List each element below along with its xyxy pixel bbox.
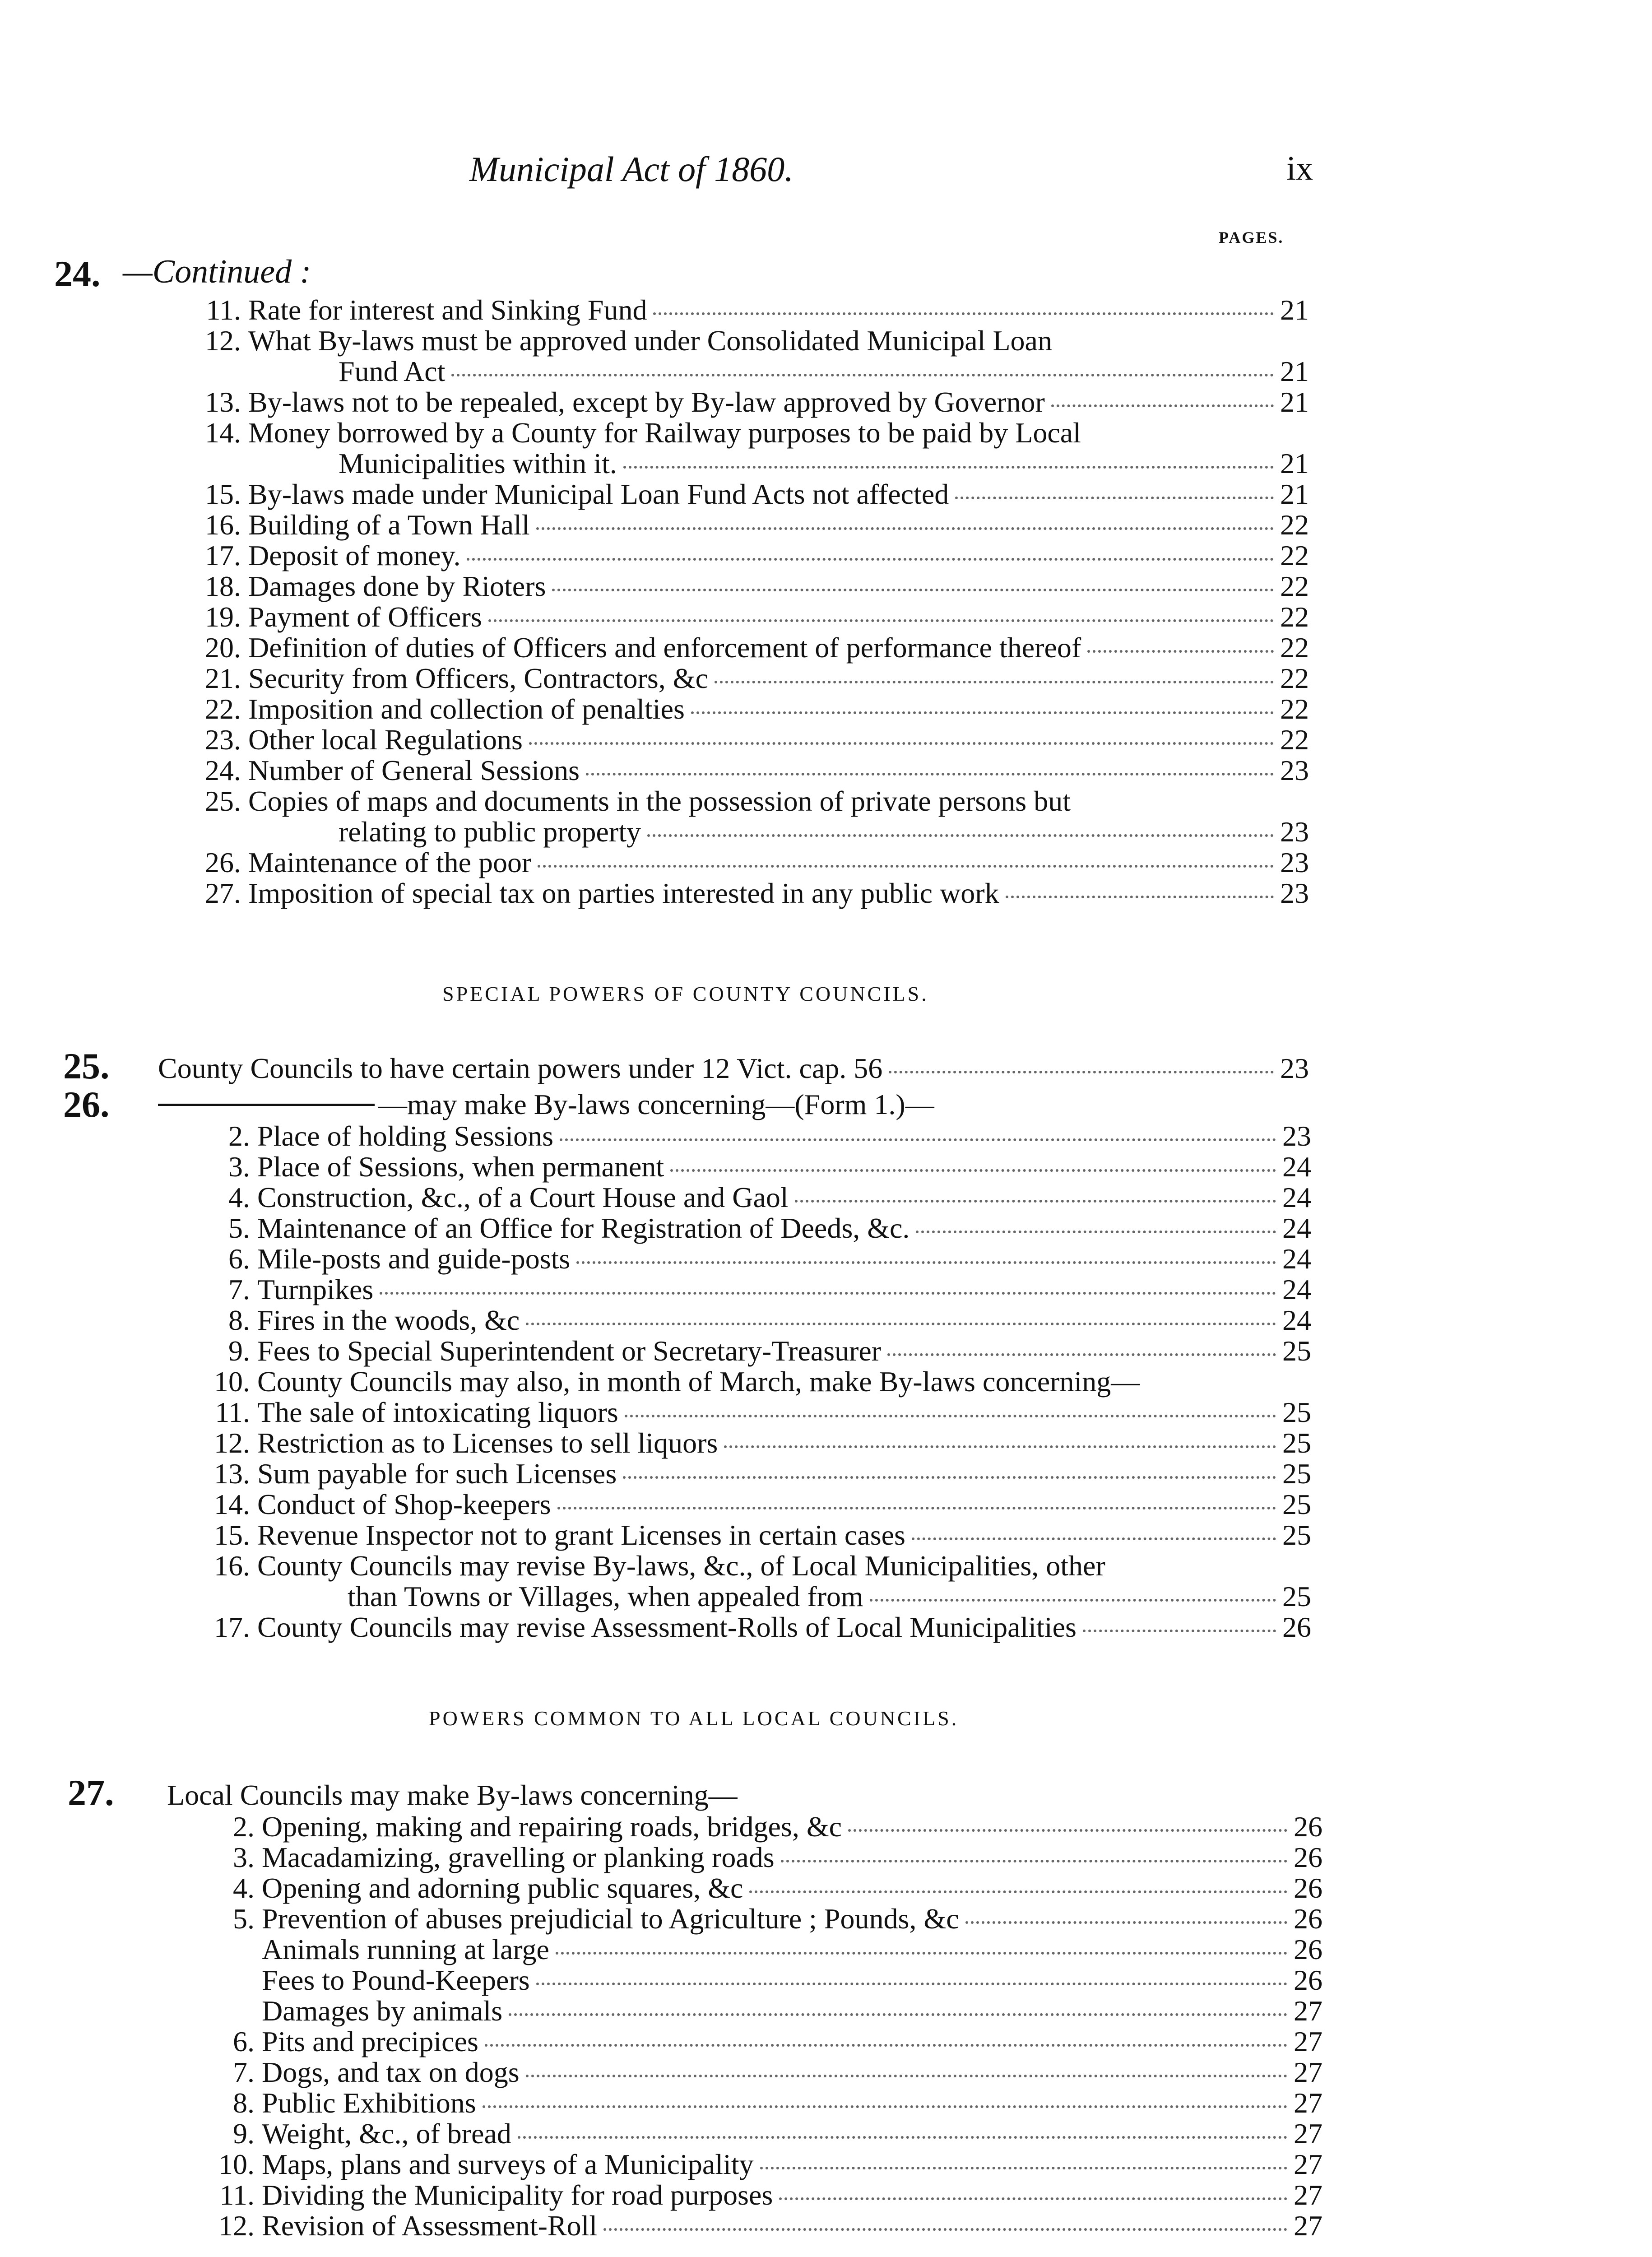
section-27-text: Local Councils may make By-laws concerning— xyxy=(167,1779,738,1811)
entry-page: 25 xyxy=(1282,1458,1311,1490)
entry-number: 23. xyxy=(205,724,241,756)
leader-dots xyxy=(380,1292,1276,1295)
section-24-continued: —Continued : xyxy=(123,253,311,290)
entry-page: 24 xyxy=(1282,1212,1311,1244)
leader-dots xyxy=(691,711,1274,714)
entry-number: 17. xyxy=(214,1611,250,1643)
toc-entry xyxy=(228,1212,1311,1244)
toc-entry xyxy=(205,877,1309,909)
toc-entry xyxy=(205,662,1309,694)
toc-entry xyxy=(214,1488,1311,1520)
toc-entry xyxy=(205,785,1309,817)
leader-dots xyxy=(603,2228,1287,2231)
section-25-page: 23 xyxy=(1280,1052,1309,1084)
entry-page: 26 xyxy=(1294,1811,1323,1843)
leader-dots xyxy=(1083,1630,1276,1632)
leader-dots xyxy=(715,681,1274,683)
toc-entry xyxy=(205,754,1309,786)
entry-page: 22 xyxy=(1280,539,1309,571)
toc-entry xyxy=(205,539,1309,571)
entry-text: Restriction as to Licenses to sell liquors xyxy=(257,1427,718,1459)
entry-text: Building of a Town Hall xyxy=(248,509,530,541)
entry-number: 24. xyxy=(205,754,241,786)
section-25-text: County Councils to have certain powers under 12 Vict. cap. 56 xyxy=(158,1052,883,1084)
entry-text: Opening, making and repairing roads, bridges, &c xyxy=(262,1811,842,1843)
entry-text: Conduct of Shop-keepers xyxy=(257,1488,551,1520)
entry-page: 23 xyxy=(1280,846,1309,878)
entry-number: 11. xyxy=(215,1396,250,1428)
entry-page: 27 xyxy=(1294,1995,1323,2027)
toc-entry xyxy=(233,2025,1323,2057)
entry-number: 7. xyxy=(233,2056,255,2088)
leader-dots xyxy=(795,1200,1276,1203)
entry-page: 24 xyxy=(1282,1304,1311,1336)
leader-dots xyxy=(467,558,1274,561)
entry-text: Fees to Special Superintendent or Secretary-Treasurer xyxy=(257,1335,882,1367)
entry-text: Other local Regulations xyxy=(248,724,523,756)
leader-dots xyxy=(509,2013,1287,2016)
leader-dots xyxy=(538,865,1274,868)
leader-dots xyxy=(586,773,1274,776)
entry-number: 2. xyxy=(228,1120,250,1152)
entry-number: 12. xyxy=(218,2210,255,2242)
entry-text: Dogs, and tax on dogs xyxy=(262,2056,520,2088)
entry-page: 23 xyxy=(1280,877,1309,909)
entry-number: 6. xyxy=(228,1243,250,1275)
entry-number: 18. xyxy=(205,570,241,602)
entry-text: Public Exhibitions xyxy=(262,2087,476,2119)
leader-dots xyxy=(556,1952,1287,1955)
entry-text: Imposition and collection of penalties xyxy=(248,693,685,725)
entry-text: Macadamizing, gravelling or planking roads xyxy=(262,1841,775,1873)
entry-text: By-laws made under Municipal Loan Fund Acts not affected xyxy=(248,478,949,510)
leader-dots xyxy=(488,619,1274,622)
toc-entry xyxy=(214,1365,1311,1398)
leader-dots xyxy=(518,2136,1287,2139)
leader-dots xyxy=(557,1507,1276,1509)
entry-number: 17. xyxy=(205,539,241,571)
entry-text: Imposition of special tax on parties interested in any public work xyxy=(248,877,999,909)
entry-page: 24 xyxy=(1282,1151,1311,1183)
entry-page: 26 xyxy=(1294,1964,1323,1996)
entry-number: 25. xyxy=(205,785,241,817)
leader-dots xyxy=(623,1476,1276,1479)
entry-text: Turnpikes xyxy=(257,1273,374,1305)
toc-entry xyxy=(233,2117,1323,2150)
leader-dots xyxy=(760,2167,1287,2169)
entry-page: 27 xyxy=(1294,2025,1323,2057)
toc-entry xyxy=(205,692,1309,725)
section-25-number: 25. xyxy=(63,1045,110,1087)
entry-page: 22 xyxy=(1280,601,1309,633)
entry-number: 6. xyxy=(233,2025,255,2057)
entry-page: 25 xyxy=(1282,1335,1311,1367)
entry-number: 10. xyxy=(214,1365,250,1398)
entry-text-cont: than Towns or Villages, when appealed from xyxy=(348,1580,863,1612)
entry-text: Rate for interest and Sinking Fund xyxy=(248,294,647,326)
entry-number: 13. xyxy=(205,386,241,418)
section-26-number: 26. xyxy=(63,1084,110,1125)
entry-number: 20. xyxy=(205,632,241,664)
toc-entry xyxy=(228,1181,1311,1213)
toc-entry xyxy=(205,570,1309,602)
entry-text: Prevention of abuses prejudicial to Agriculture ; Pounds, &c xyxy=(262,1903,959,1935)
entry-text: Place of holding Sessions xyxy=(257,1120,553,1152)
leader-dots xyxy=(536,1983,1287,1985)
entry-page: 22 xyxy=(1280,632,1309,664)
entry-number: 19. xyxy=(205,601,241,633)
toc-entry xyxy=(262,1933,1323,1964)
entry-text: Construction, &c., of a Court House and Gaol xyxy=(257,1181,789,1213)
leader-dots xyxy=(451,374,1274,376)
section-26-text: —may make By-laws concerning—(Form 1.)— xyxy=(378,1088,934,1120)
entry-page: 22 xyxy=(1280,509,1309,541)
leader-dots xyxy=(483,2105,1287,2108)
toc-entry xyxy=(262,1994,1323,2026)
entry-text: Revision of Assessment-Roll xyxy=(262,2210,598,2242)
section-24-number: 24. xyxy=(54,253,101,294)
entry-page: 23 xyxy=(1280,754,1309,786)
entry-number: 7. xyxy=(228,1273,250,1305)
entry-number: 27. xyxy=(205,877,241,909)
toc-entry xyxy=(233,2056,1323,2088)
toc-entry xyxy=(233,1872,1323,1904)
toc-entry xyxy=(215,1396,1311,1428)
entry-page: 22 xyxy=(1280,570,1309,602)
entry-page: 24 xyxy=(1282,1273,1311,1305)
entry-page: 21 xyxy=(1280,447,1309,479)
entry-page: 25 xyxy=(1282,1396,1311,1428)
leader-dots xyxy=(887,1353,1276,1356)
entry-text: County Councils may revise By-laws, &c., of Local Municipalities, other xyxy=(257,1550,1105,1582)
toc-entry-continuation xyxy=(339,815,1309,847)
toc-entry xyxy=(228,1273,1311,1305)
entry-page: 27 xyxy=(1294,2118,1323,2150)
pages-column-label: PAGES. xyxy=(1219,228,1284,246)
toc-entry xyxy=(262,1964,1323,1995)
entry-text: Animals running at large xyxy=(262,1933,549,1965)
entry-text: County Councils may also, in month of March, make By-laws concerning— xyxy=(257,1365,1140,1398)
entry-text: By-laws not to be repealed, except by By-law approved by Governor xyxy=(248,386,1045,418)
entry-page: 22 xyxy=(1280,662,1309,694)
leader-dots xyxy=(749,1890,1287,1893)
toc-entry xyxy=(205,385,1309,418)
toc-entry xyxy=(214,1611,1311,1643)
toc-entry xyxy=(214,1457,1311,1490)
entry-number: 16. xyxy=(205,509,241,541)
section-26-heading xyxy=(158,1088,934,1121)
leader-dots xyxy=(779,2197,1287,2200)
toc-entry xyxy=(233,1810,1323,1843)
leader-dots xyxy=(560,1138,1276,1141)
entry-page: 25 xyxy=(1282,1488,1311,1520)
leader-dots xyxy=(1051,404,1274,407)
entry-number: 9. xyxy=(233,2118,255,2150)
leader-dots xyxy=(848,1829,1287,1832)
entry-number: 3. xyxy=(233,1841,255,1873)
toc-entry xyxy=(228,1304,1311,1336)
entry-page: 23 xyxy=(1282,1120,1311,1152)
toc-entry xyxy=(228,1334,1311,1367)
toc-entry xyxy=(206,293,1309,326)
entry-page: 21 xyxy=(1280,355,1309,387)
entry-page: 25 xyxy=(1282,1427,1311,1459)
entry-text: Mile-posts and guide-posts xyxy=(257,1243,571,1275)
entry-number: 3. xyxy=(228,1151,250,1183)
leader-dots xyxy=(889,1071,1274,1073)
entry-page: 27 xyxy=(1294,2210,1323,2242)
entry-text: Maintenance of an Office for Registration of Deeds, &c. xyxy=(257,1212,910,1244)
section-25-entry xyxy=(158,1052,1309,1083)
toc-entry xyxy=(228,1150,1311,1183)
entry-number: 8. xyxy=(233,2087,255,2119)
entry-text: Weight, &c., of bread xyxy=(262,2118,511,2150)
toc-entry xyxy=(233,1841,1323,1873)
common-powers-heading: POWERS COMMON TO ALL LOCAL COUNCILS. xyxy=(429,1707,959,1730)
entry-text: Damages done by Rioters xyxy=(248,570,546,602)
entry-text: Damages by animals xyxy=(262,1995,503,2027)
toc-entry xyxy=(205,416,1309,449)
entry-number: 11. xyxy=(219,2179,255,2211)
entry-number: 22. xyxy=(205,693,241,725)
entry-number: 4. xyxy=(233,1872,255,1904)
leader-dots xyxy=(1087,650,1274,653)
leader-dots xyxy=(536,527,1274,530)
leader-dots xyxy=(576,1261,1276,1264)
entry-text: Number of General Sessions xyxy=(248,754,580,786)
entry-number: 4. xyxy=(228,1181,250,1213)
entry-text: What By-laws must be approved under Consolidated Municipal Loan xyxy=(248,325,1052,357)
leader-dots xyxy=(670,1169,1276,1172)
entry-text: Security from Officers, Contractors, &c xyxy=(248,662,708,694)
entry-number: 21. xyxy=(205,662,241,694)
toc-entry xyxy=(233,1902,1323,1935)
entry-text-cont: relating to public property xyxy=(339,816,641,848)
entry-number: 5. xyxy=(233,1903,255,1935)
entry-number: 11. xyxy=(206,294,241,326)
entry-text: The sale of intoxicating liquors xyxy=(257,1396,618,1428)
section-27-number: 27. xyxy=(68,1772,114,1813)
entry-number: 14. xyxy=(205,417,241,449)
toc-entry xyxy=(228,1119,1311,1152)
entry-text: Maps, plans and surveys of a Municipality xyxy=(262,2148,754,2180)
entry-text: Opening and adorning public squares, &c xyxy=(262,1872,743,1904)
toc-entry xyxy=(205,631,1309,664)
entry-number: 26. xyxy=(205,846,241,878)
special-powers-heading: SPECIAL POWERS OF COUNTY COUNCILS. xyxy=(442,982,929,1005)
entry-text: Definition of duties of Officers and enforcement of performance thereof xyxy=(248,632,1081,664)
entry-page: 22 xyxy=(1280,693,1309,725)
leader-dots xyxy=(1006,896,1274,898)
entry-text: Fires in the woods, &c xyxy=(257,1304,520,1336)
toc-entry xyxy=(218,2148,1323,2180)
leader-dots xyxy=(724,1445,1276,1448)
toc-entry xyxy=(218,2209,1323,2242)
entry-number: 12. xyxy=(205,325,241,357)
toc-entry-continuation xyxy=(339,355,1309,386)
entry-text-cont: Municipalities within it. xyxy=(339,447,617,479)
toc-entry xyxy=(205,600,1309,633)
entry-text: Maintenance of the poor xyxy=(248,846,532,878)
leader-dots xyxy=(625,1415,1276,1417)
entry-page: 26 xyxy=(1294,1903,1323,1935)
leader-dots xyxy=(781,1860,1287,1862)
toc-entry xyxy=(205,723,1309,756)
entry-page: 25 xyxy=(1282,1580,1311,1612)
page-number: ix xyxy=(1286,149,1313,187)
entry-number: 12. xyxy=(214,1427,250,1459)
toc-entry xyxy=(228,1242,1311,1275)
entry-text: Fees to Pound-Keepers xyxy=(262,1964,530,1996)
entry-number: 5. xyxy=(228,1212,250,1244)
entry-text: Payment of Officers xyxy=(248,601,482,633)
entry-text: Money borrowed by a County for Railway purposes to be paid by Local xyxy=(248,417,1081,449)
leader-dots xyxy=(529,742,1274,745)
leader-dots xyxy=(526,2075,1287,2077)
leader-dots xyxy=(485,2044,1287,2047)
leader-dots xyxy=(912,1537,1276,1540)
entry-text: Sum payable for such Licenses xyxy=(257,1458,617,1490)
leader-dots xyxy=(965,1921,1287,1924)
leader-dots xyxy=(552,589,1274,591)
entry-number: 15. xyxy=(205,478,241,510)
entry-text: Copies of maps and documents in the possession of private persons but xyxy=(248,785,1071,817)
toc-entry xyxy=(219,2178,1323,2211)
toc-entry xyxy=(205,478,1309,510)
toc-entry xyxy=(214,1426,1311,1459)
running-title: Municipal Act of 1860. xyxy=(469,149,794,189)
entry-page: 26 xyxy=(1282,1611,1311,1643)
leader-dots xyxy=(526,1323,1276,1325)
toc-entry xyxy=(205,324,1309,357)
entry-page: 27 xyxy=(1294,2087,1323,2119)
toc-entry-continuation xyxy=(339,447,1309,478)
toc-entry xyxy=(205,508,1309,541)
entry-page: 26 xyxy=(1294,1933,1323,1965)
entry-text: County Councils may revise Assessment-Rolls of Local Municipalities xyxy=(257,1611,1077,1643)
toc-entry xyxy=(214,1519,1311,1551)
entry-text: Revenue Inspector not to grant Licenses in certain cases xyxy=(257,1519,905,1551)
entry-page: 21 xyxy=(1280,294,1309,326)
entry-number: 16. xyxy=(214,1550,250,1582)
ditto-rule xyxy=(158,1104,375,1106)
entry-text: Place of Sessions, when permanent xyxy=(257,1151,664,1183)
entry-page: 27 xyxy=(1294,2056,1323,2088)
leader-dots xyxy=(647,834,1274,837)
leader-dots xyxy=(653,312,1274,315)
entry-page: 26 xyxy=(1294,1872,1323,1904)
entry-page: 22 xyxy=(1280,724,1309,756)
entry-page: 27 xyxy=(1294,2179,1323,2211)
entry-page: 21 xyxy=(1280,478,1309,510)
entry-number: 8. xyxy=(228,1304,250,1336)
leader-dots xyxy=(623,466,1274,469)
entry-number: 14. xyxy=(214,1488,250,1520)
entry-text: Pits and precipices xyxy=(262,2025,478,2057)
leader-dots xyxy=(955,497,1274,499)
entry-number: 9. xyxy=(228,1335,250,1367)
entry-text-cont: Fund Act xyxy=(339,355,445,387)
leader-dots xyxy=(916,1231,1276,1233)
entry-page: 27 xyxy=(1294,2148,1323,2180)
entry-page: 23 xyxy=(1280,816,1309,848)
entry-page: 24 xyxy=(1282,1243,1311,1275)
entry-page: 25 xyxy=(1282,1519,1311,1551)
entry-number: 10. xyxy=(218,2148,255,2180)
toc-entry xyxy=(214,1549,1311,1582)
toc-entry-continuation xyxy=(348,1580,1311,1611)
entry-number: 2. xyxy=(233,1811,255,1843)
toc-entry xyxy=(205,846,1309,878)
toc-entry xyxy=(233,2086,1323,2119)
entry-page: 26 xyxy=(1294,1841,1323,1873)
entry-number: 13. xyxy=(214,1458,250,1490)
entry-page: 21 xyxy=(1280,386,1309,418)
entry-page: 24 xyxy=(1282,1181,1311,1213)
entry-text: Deposit of money. xyxy=(248,539,461,571)
entry-number: 15. xyxy=(214,1519,250,1551)
leader-dots xyxy=(870,1599,1276,1602)
entry-text: Dividing the Municipality for road purposes xyxy=(262,2179,773,2211)
